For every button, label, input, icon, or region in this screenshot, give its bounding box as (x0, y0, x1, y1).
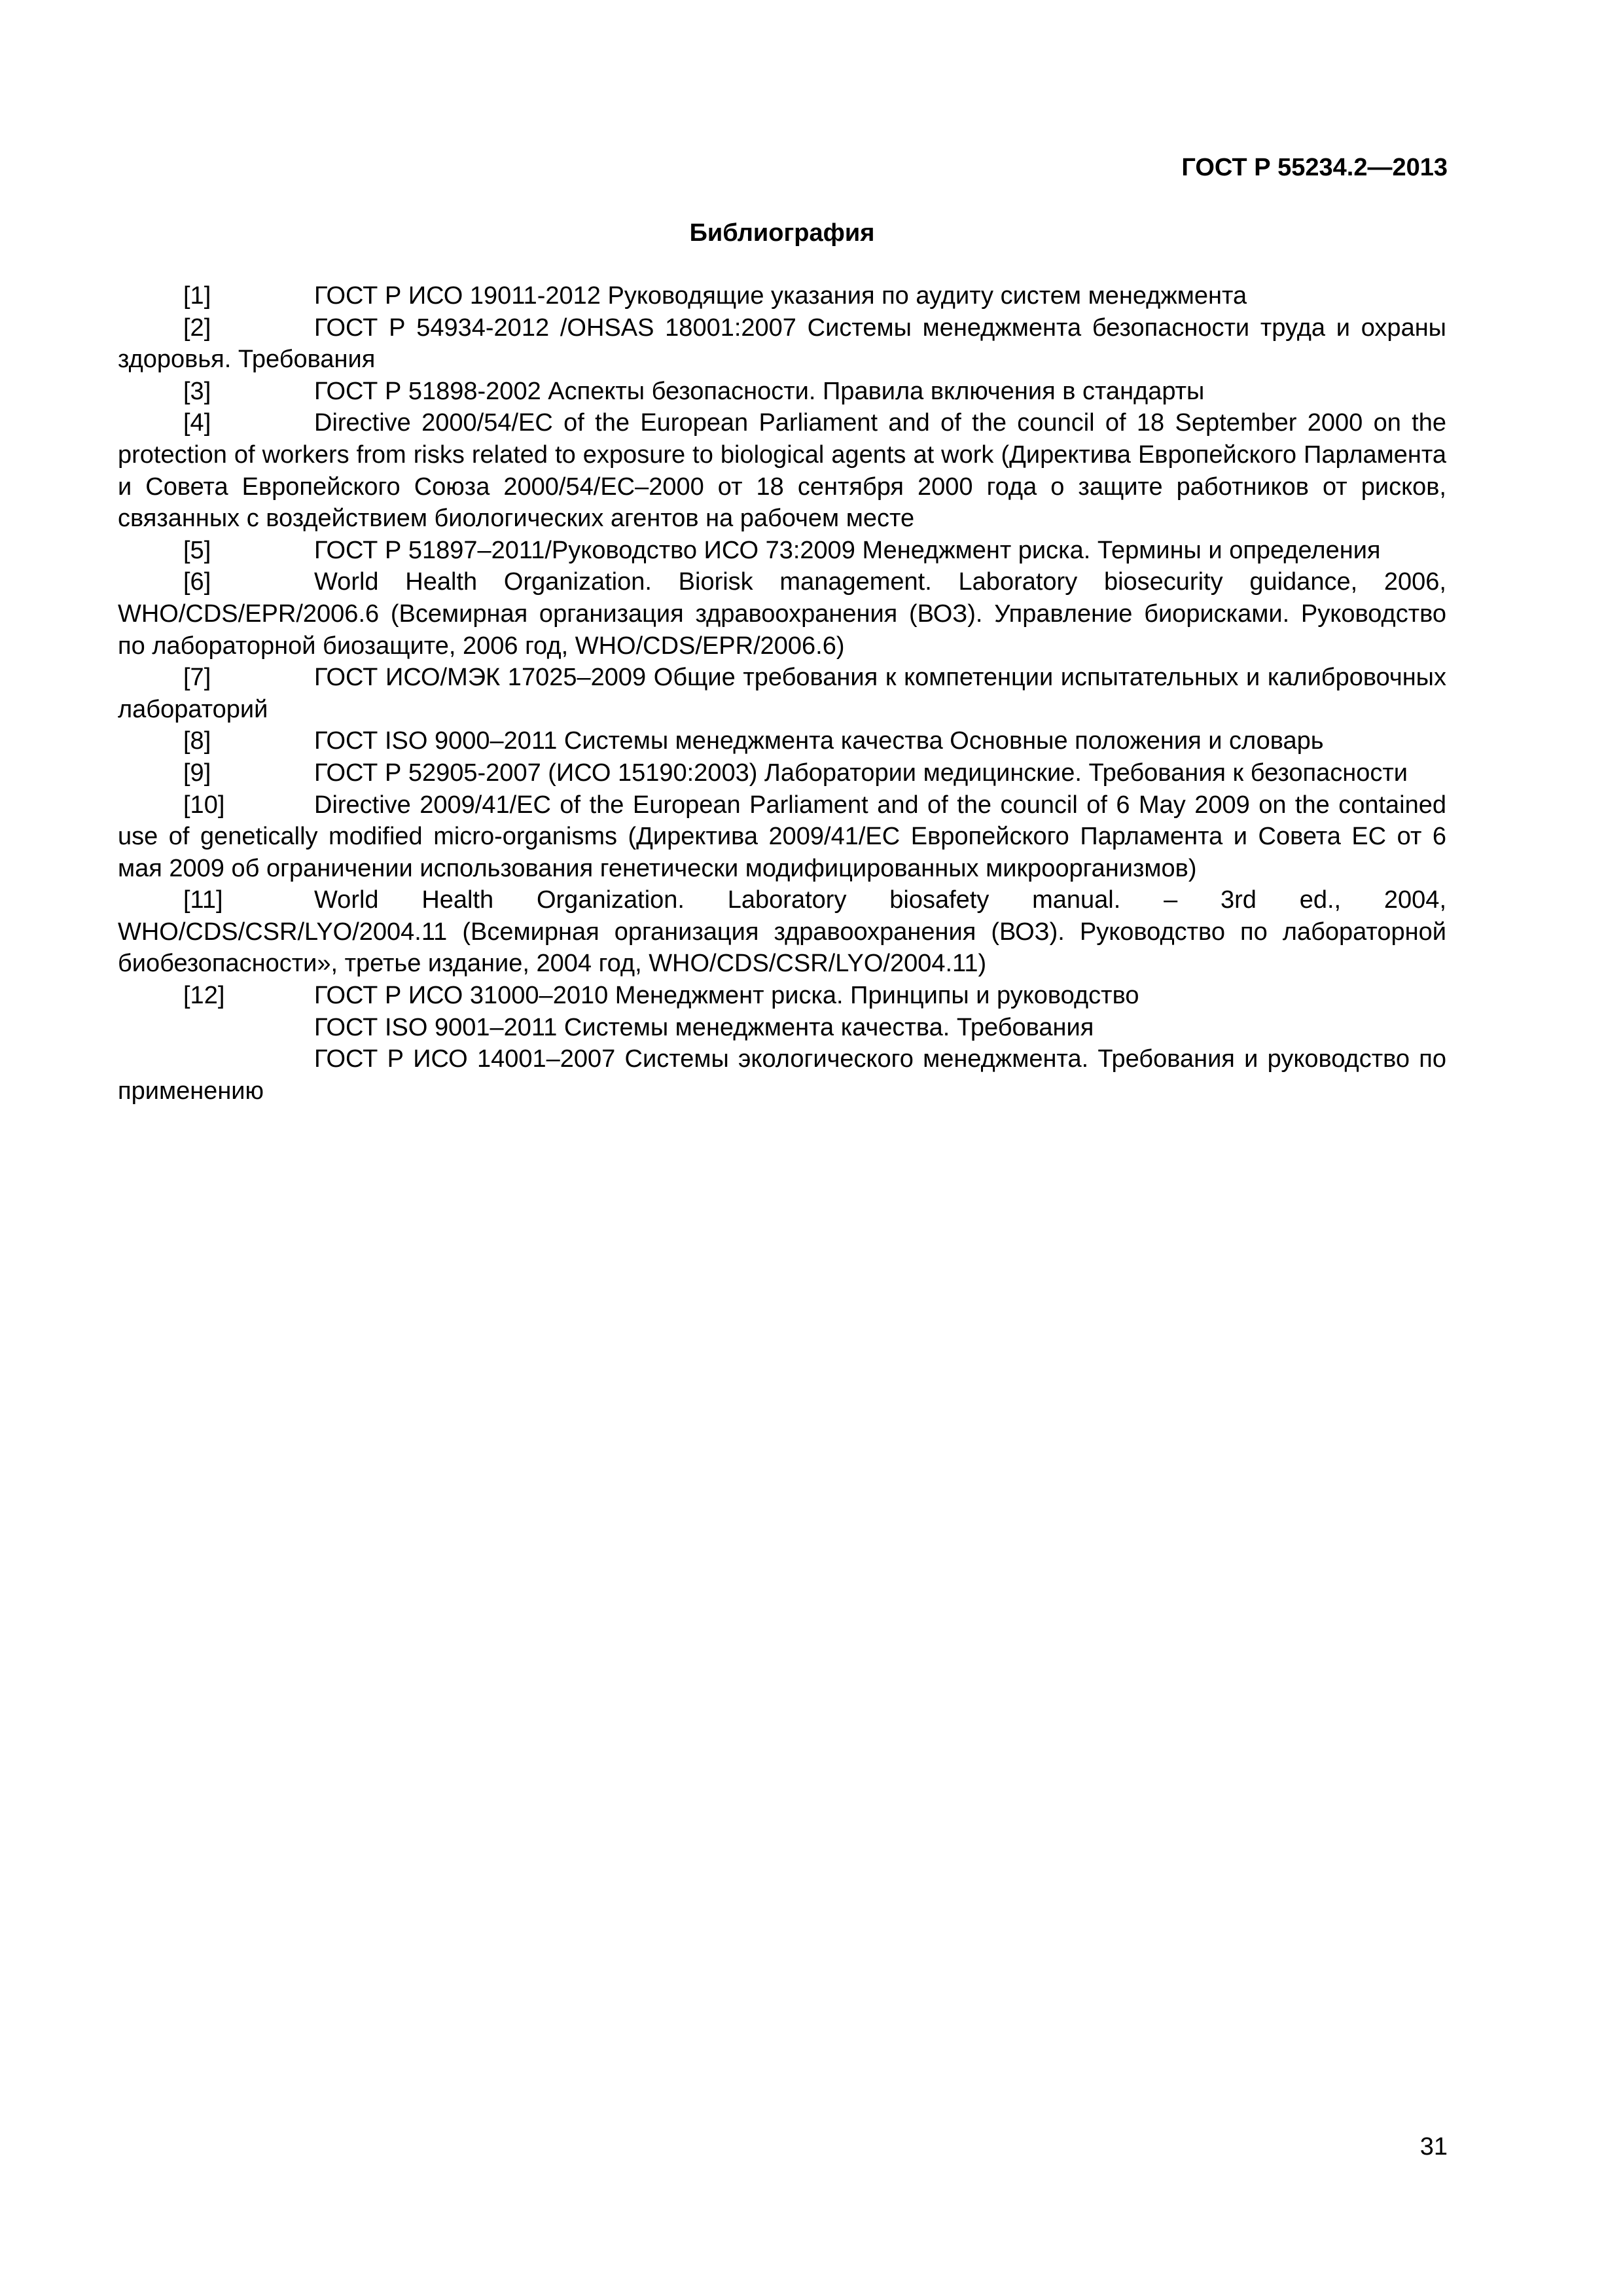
bibliography-list (118, 280, 1446, 1107)
bibliography-entry (118, 1012, 1446, 1044)
entry-text: ГОСТ Р 51898-2002 Аспекты безопасности. Правила включения в стандарты (314, 377, 1205, 405)
entry-number: [11] (183, 886, 223, 914)
entry-text: ГОСТ Р 51897–2011/Руководство ИСО 73:2009 Менеджмент риска. Термины и определения (314, 536, 1381, 564)
bibliography-entry (118, 312, 1446, 376)
entry-number: [9] (183, 759, 211, 787)
bibliography-entry (118, 884, 1446, 980)
entry-text: ГОСТ Р 52905-2007 (ИСО 15190:2003) Лаборатории медицинские. Требования к безопасности (314, 759, 1408, 787)
entry-text: ГОСТ ISO 9000–2011 Системы менеджмента качества Основные положения и словарь (314, 727, 1324, 755)
entry-number: [7] (183, 664, 211, 692)
entry-number: [2] (183, 314, 211, 342)
entry-text: Directive 2009/41/EC of the European Parliament and of the council of 6 May 2009 on the contained use of genetically modified micro-organisms (Директива 2009/41/ЕС Европейского Парламента и Совета ЕС от 6 мая 2009 об ограничении использования генетически модифицированных микроорганизмов) (118, 791, 1446, 882)
entry-number: [6] (183, 568, 211, 596)
entry-number: [10] (183, 791, 225, 819)
bibliography-entry (118, 535, 1446, 567)
entry-text: ГОСТ Р 54934-2012 /OHSAS 18001:2007 Системы менеджмента безопасности труда и охраны здоровья. Требования (118, 314, 1446, 374)
bibliography-title: Библиография (689, 219, 875, 247)
entry-number: [3] (183, 377, 211, 405)
entry-text: ГОСТ ИСО/МЭК 17025–2009 Общие требования к компетенции испытательных и калибровочных лабораторий (118, 664, 1446, 723)
entry-number: [12] (183, 982, 225, 1010)
entry-number: [4] (183, 409, 211, 437)
bibliography-entry (118, 566, 1446, 662)
entry-number: [8] (183, 727, 211, 755)
entry-text: ГОСТ Р ИСО 14001–2007 Системы экологического менеджмента. Требования и руководство по применению (118, 1045, 1446, 1105)
entry-text: Directive 2000/54/EC of the European Parliament and of the council of 18 September 2000 on the protection of workers from risks related to exposure to biological agents at work (Директива Европейского Парламента и Совета Европейского Союза 2000/54/ЕС–2000 от 18 сентября 2000 года о защите работников от рисков, связанных с воздействием биологических агентов на рабочем месте (118, 409, 1446, 533)
bibliography-entry (118, 662, 1446, 725)
bibliography-entry (118, 407, 1446, 534)
bibliography-entry (118, 376, 1446, 408)
entry-text: ГОСТ Р ИСО 31000–2010 Менеджмент риска. Принципы и руководство (314, 982, 1139, 1010)
bibliography-entry (118, 789, 1446, 885)
entry-text: ГОСТ Р ИСО 19011-2012 Руководящие указания по аудиту систем менеджмента (314, 282, 1247, 310)
entry-text: ГОСТ ISO 9001–2011 Системы менеджмента качества. Требования (314, 1013, 1094, 1041)
bibliography-entry (118, 980, 1446, 1012)
bibliography-entry (118, 725, 1446, 757)
entry-number: [1] (183, 282, 211, 310)
bibliography-entry (118, 1043, 1446, 1107)
page-number: 31 (1419, 2133, 1448, 2161)
entry-number: [5] (183, 536, 211, 564)
bibliography-entry (118, 757, 1446, 789)
document-code: ГОСТ Р 55234.2—2013 (1181, 154, 1448, 181)
entry-text: World Health Organization. Laboratory biosafety manual. – 3rd ed., 2004, WHO/CDS/CSR/LYO/2004.11 (Всемирная организация здравоохранения (ВОЗ). Руководство по лабораторной биобезопасности», третье издание, 2004 год, WHO/CDS/CSR/LYO/2004.11) (118, 886, 1446, 978)
entry-text: World Health Organization. Biorisk management. Laboratory biosecurity guidance, 2006, WHO/CDS/EPR/2006.6 (Всемирная организация здравоохранения (ВОЗ). Управление биорисками. Руководство по лабораторной биозащите, 2006 год, WHO/CDS/EPR/2006.6) (118, 568, 1446, 660)
bibliography-entry (118, 280, 1446, 312)
